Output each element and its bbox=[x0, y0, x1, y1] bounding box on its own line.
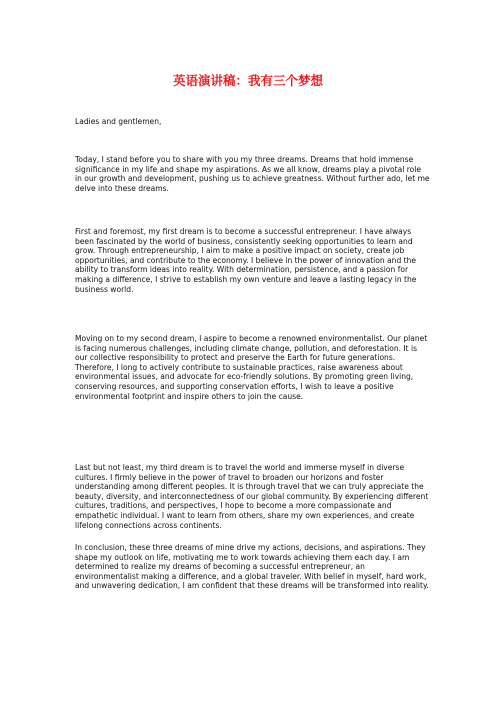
third-dream-paragraph: Last but not least, my third dream is to travel the world and immerse myself in diverse cultures. I firmly believe in the power of travel to broaden our horizons and foster understanding among different peoples. It is through travel that we can truly appreciate the beauty, diversity, and interconnectedness of our global community. By experiencing different cultures, traditions, and perspectives, I hope to become a more compassionate and empathetic individual. I want to learn from others, share my own experiences, and create lifelong connections across continents. bbox=[75, 463, 429, 530]
first-dream-paragraph: First and foremost, my first dream is to become a successful entrepreneur. I have always been fascinated by the world of business, consistently seeking opportunities to learn and grow. Through entrepreneurship, I aim to make a positive impact on society, create job opportunities, and contribute to the economy. I believe in the power of innovation and the ability to transform ideas into reality. With determination, persistence, and a passion for making a difference, I strive to establish my own venture and leave a lasting legacy in the business world. bbox=[75, 227, 417, 294]
second-dream-paragraph: Moving on to my second dream, I aspire to become a renowned environmentalist. Our planet is facing numerous challenges, including climate change, pollution, and deforestation. It is our collective responsibility to protect and preserve the Earth for future generations. Therefore, I long to actively contribute to sustainable practices, raise awareness about environmental issues, and advocate for eco-friendly solutions. By promoting green living, conserving resources, and supporting conservation efforts, I wish to leave a positive environmental footprint and inspire others to join the cause. bbox=[75, 334, 428, 401]
document-title: 英语演讲稿：我有三个梦想 bbox=[172, 73, 323, 88]
intro-paragraph: Today, I stand before you to share with you my three dreams. Dreams that hold immense significance in my life and shape my aspirations. As we all know, dreams play a pivotal role in our growth and development, pushing us to achieve greatness. Without further ado, let me delve into these dreams. bbox=[75, 155, 430, 193]
conclusion-paragraph: In conclusion, these three dreams of mine drive my actions, decisions, and aspirations. They shape my outlook on life, motivating me to work towards achieving them each day. I am determined to realize my dreams of becoming a successful entrepreneur, an environmentalist making a difference, and a global traveler. With belief in myself, hard work, and unwavering dedication, I am confident that these dreams will be transformed into reality. bbox=[75, 543, 429, 591]
salutation-paragraph: Ladies and gentlemen, bbox=[75, 117, 162, 126]
